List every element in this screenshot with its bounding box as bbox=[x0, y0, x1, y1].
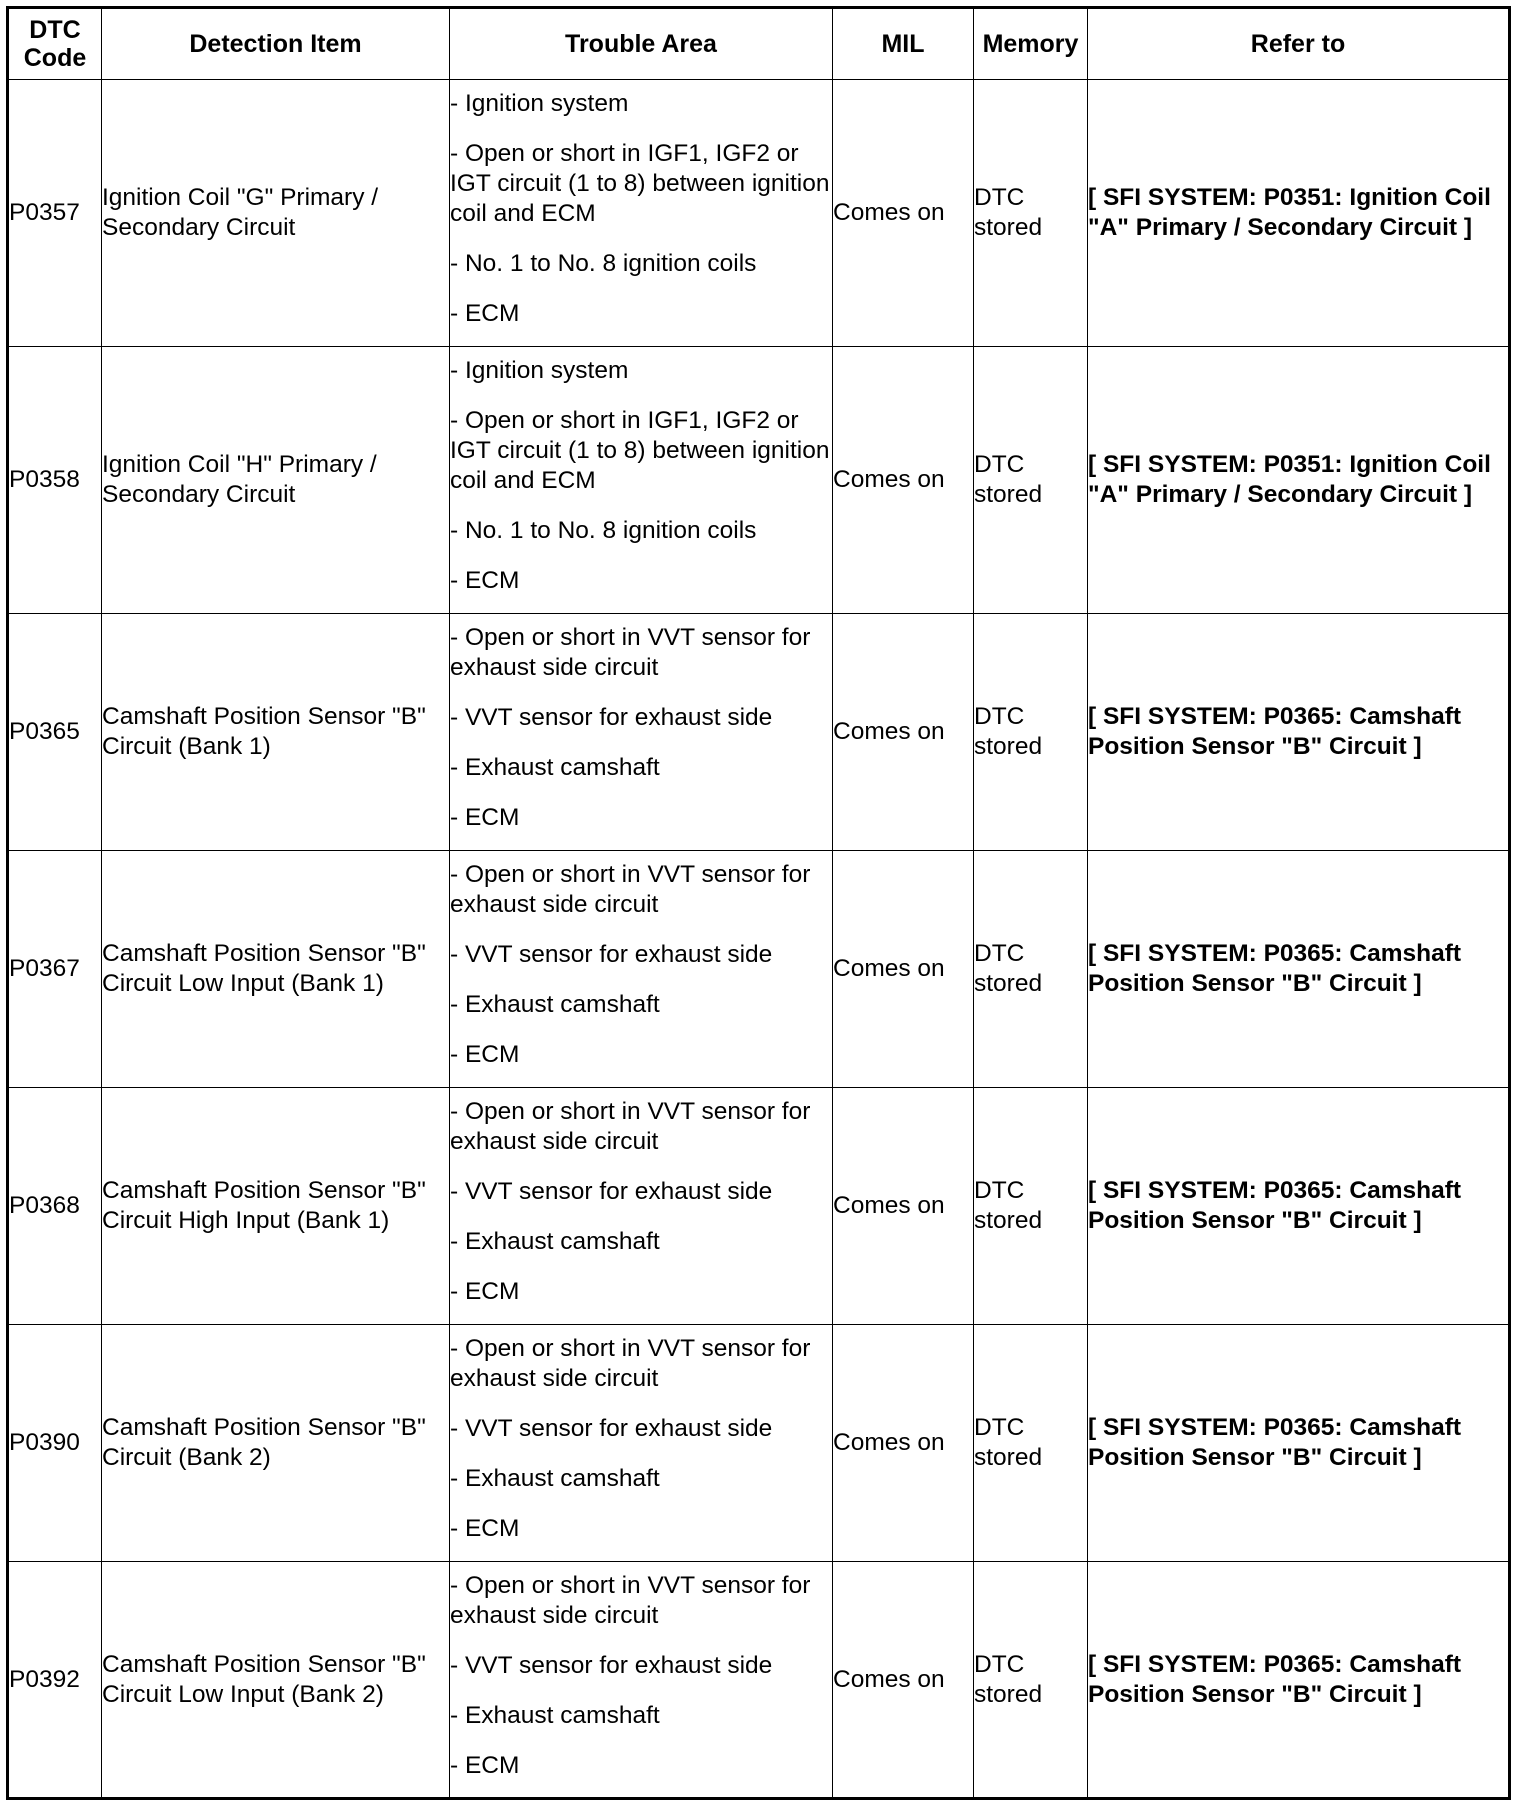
trouble-area-list bbox=[450, 356, 832, 602]
trouble-area-item: - No. 1 to No. 8 ignition coils bbox=[450, 517, 757, 544]
trouble-area-list bbox=[450, 623, 832, 839]
header-trouble-area: Trouble Area bbox=[450, 8, 833, 80]
trouble-area-item: - ECM bbox=[450, 1515, 520, 1542]
trouble-area-item: - Ignition system bbox=[450, 90, 629, 117]
dtc-table bbox=[6, 6, 1511, 1800]
trouble-area-item: - VVT sensor for exhaust side bbox=[450, 704, 773, 731]
mil-cell: Comes on bbox=[833, 80, 974, 347]
refer-to-cell: [ SFI SYSTEM: P0365: Camshaft Position Sensor "B" Circuit ] bbox=[1088, 851, 1510, 1088]
trouble-area-item: - Open or short in VVT sensor for exhaust side circuit bbox=[450, 1572, 811, 1629]
header-row bbox=[8, 8, 1510, 80]
trouble-area-item: - Exhaust camshaft bbox=[450, 754, 660, 781]
trouble-area-cell bbox=[450, 851, 833, 1088]
trouble-area-cell bbox=[450, 80, 833, 347]
mil-cell: Comes on bbox=[833, 347, 974, 614]
dtc-code-cell: P0367 bbox=[8, 851, 102, 1088]
refer-to-cell: [ SFI SYSTEM: P0351: Ignition Coil "A" Primary / Secondary Circuit ] bbox=[1088, 347, 1510, 614]
mil-cell: Comes on bbox=[833, 1562, 974, 1799]
refer-to-cell: [ SFI SYSTEM: P0365: Camshaft Position Sensor "B" Circuit ] bbox=[1088, 1088, 1510, 1325]
trouble-area-list bbox=[450, 89, 832, 335]
dtc-code-cell: P0390 bbox=[8, 1325, 102, 1562]
memory-cell: DTC stored bbox=[974, 80, 1088, 347]
memory-cell: DTC stored bbox=[974, 1088, 1088, 1325]
mil-cell: Comes on bbox=[833, 1325, 974, 1562]
memory-cell: DTC stored bbox=[974, 347, 1088, 614]
trouble-area-item: - VVT sensor for exhaust side bbox=[450, 1652, 773, 1679]
trouble-area-item: - Open or short in VVT sensor for exhaust side circuit bbox=[450, 624, 811, 681]
dtc-code-cell: P0368 bbox=[8, 1088, 102, 1325]
trouble-area-item: - Exhaust camshaft bbox=[450, 1228, 660, 1255]
mil-cell: Comes on bbox=[833, 1088, 974, 1325]
trouble-area-item: - Open or short in VVT sensor for exhaust side circuit bbox=[450, 1335, 811, 1392]
header-mil: MIL bbox=[833, 8, 974, 80]
trouble-area-item: - ECM bbox=[450, 1041, 520, 1068]
table-row bbox=[8, 851, 1510, 1088]
trouble-area-item: - Open or short in IGF1, IGF2 or IGT circuit (1 to 8) between ignition coil and ECM bbox=[450, 140, 830, 227]
header-dtc-code-label: DTC Code bbox=[23, 16, 87, 72]
refer-to-cell: [ SFI SYSTEM: P0351: Ignition Coil "A" Primary / Secondary Circuit ] bbox=[1088, 80, 1510, 347]
header-dtc-code bbox=[8, 8, 102, 80]
mil-cell: Comes on bbox=[833, 851, 974, 1088]
trouble-area-list bbox=[450, 1097, 832, 1313]
trouble-area-item: - Open or short in VVT sensor for exhaust side circuit bbox=[450, 861, 811, 918]
trouble-area-list bbox=[450, 1334, 832, 1550]
trouble-area-item: - Exhaust camshaft bbox=[450, 991, 660, 1018]
refer-to-cell: [ SFI SYSTEM: P0365: Camshaft Position Sensor "B" Circuit ] bbox=[1088, 1325, 1510, 1562]
dtc-code-cell: P0392 bbox=[8, 1562, 102, 1799]
table-row bbox=[8, 1088, 1510, 1325]
trouble-area-item: - No. 1 to No. 8 ignition coils bbox=[450, 250, 757, 277]
trouble-area-item: - ECM bbox=[450, 804, 520, 831]
trouble-area-cell bbox=[450, 1325, 833, 1562]
trouble-area-list bbox=[450, 860, 832, 1076]
dtc-code-cell: P0358 bbox=[8, 347, 102, 614]
refer-to-cell: [ SFI SYSTEM: P0365: Camshaft Position Sensor "B" Circuit ] bbox=[1088, 614, 1510, 851]
dtc-code-cell: P0365 bbox=[8, 614, 102, 851]
detection-item-cell: Ignition Coil "H" Primary / Secondary Circuit bbox=[102, 347, 450, 614]
trouble-area-item: - Exhaust camshaft bbox=[450, 1465, 660, 1492]
table-row bbox=[8, 1562, 1510, 1799]
trouble-area-cell bbox=[450, 1562, 833, 1799]
memory-cell: DTC stored bbox=[974, 851, 1088, 1088]
trouble-area-item: - Ignition system bbox=[450, 357, 629, 384]
refer-to-cell: [ SFI SYSTEM: P0365: Camshaft Position Sensor "B" Circuit ] bbox=[1088, 1562, 1510, 1799]
trouble-area-cell bbox=[450, 1088, 833, 1325]
header-memory: Memory bbox=[974, 8, 1088, 80]
trouble-area-cell bbox=[450, 347, 833, 614]
detection-item-cell: Camshaft Position Sensor "B" Circuit Low Input (Bank 1) bbox=[102, 851, 450, 1088]
memory-cell: DTC stored bbox=[974, 1325, 1088, 1562]
detection-item-cell: Camshaft Position Sensor "B" Circuit Low Input (Bank 2) bbox=[102, 1562, 450, 1799]
trouble-area-item: - ECM bbox=[450, 1278, 520, 1305]
header-refer-to: Refer to bbox=[1088, 8, 1510, 80]
table-row bbox=[8, 347, 1510, 614]
table-row bbox=[8, 614, 1510, 851]
detection-item-cell: Ignition Coil "G" Primary / Secondary Circuit bbox=[102, 80, 450, 347]
trouble-area-item: - ECM bbox=[450, 300, 520, 327]
mil-cell: Comes on bbox=[833, 614, 974, 851]
trouble-area-item: - ECM bbox=[450, 1752, 520, 1779]
trouble-area-item: - VVT sensor for exhaust side bbox=[450, 941, 773, 968]
detection-item-cell: Camshaft Position Sensor "B" Circuit High Input (Bank 1) bbox=[102, 1088, 450, 1325]
detection-item-cell: Camshaft Position Sensor "B" Circuit (Bank 2) bbox=[102, 1325, 450, 1562]
dtc-code-cell: P0357 bbox=[8, 80, 102, 347]
trouble-area-item: - Open or short in VVT sensor for exhaust side circuit bbox=[450, 1098, 811, 1155]
trouble-area-cell bbox=[450, 614, 833, 851]
detection-item-cell: Camshaft Position Sensor "B" Circuit (Bank 1) bbox=[102, 614, 450, 851]
trouble-area-item: - Open or short in IGF1, IGF2 or IGT circuit (1 to 8) between ignition coil and ECM bbox=[450, 407, 830, 494]
trouble-area-item: - ECM bbox=[450, 567, 520, 594]
header-detection-item: Detection Item bbox=[102, 8, 450, 80]
trouble-area-list bbox=[450, 1571, 832, 1787]
memory-cell: DTC stored bbox=[974, 614, 1088, 851]
trouble-area-item: - VVT sensor for exhaust side bbox=[450, 1415, 773, 1442]
trouble-area-item: - Exhaust camshaft bbox=[450, 1702, 660, 1729]
trouble-area-item: - VVT sensor for exhaust side bbox=[450, 1178, 773, 1205]
table-row bbox=[8, 1325, 1510, 1562]
table-row bbox=[8, 80, 1510, 347]
memory-cell: DTC stored bbox=[974, 1562, 1088, 1799]
